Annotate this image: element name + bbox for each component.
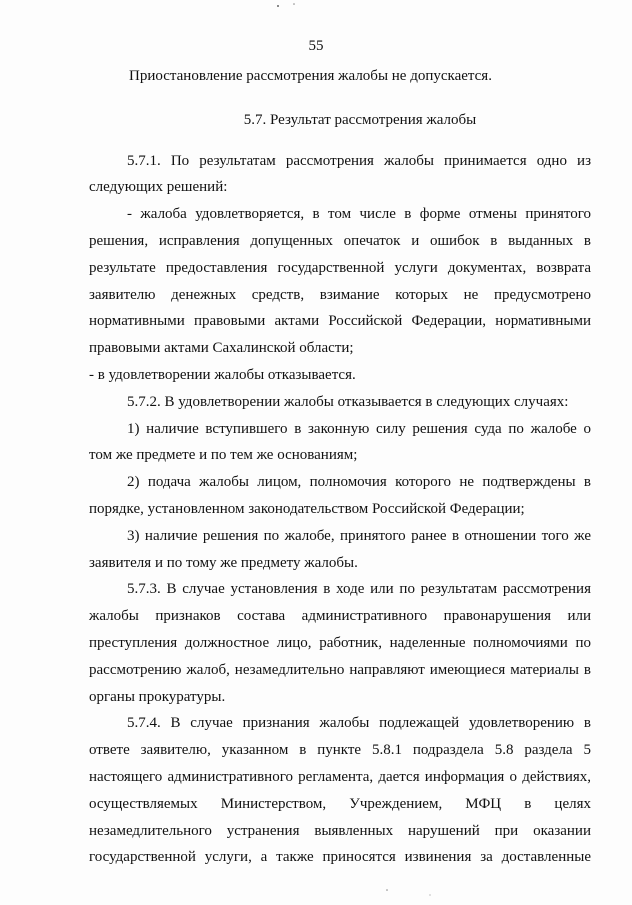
paragraph-line: органы прокуратуры.: [89, 688, 226, 705]
paragraph-line: государственной услуги, а также приносятся извинения за доставленные: [89, 849, 591, 866]
paragraph-line: 5.7.1. По результатам рассмотрения жалобы принимается одно из: [127, 152, 591, 169]
paragraph-line: 5.7.3. В случае установления в ходе или по результатам рассмотрения: [127, 581, 591, 598]
document-body: [89, 63, 591, 871]
paragraph-line: 5.7.2. В удовлетворении жалобы отказывается в следующих случаях:: [127, 393, 569, 410]
paragraph-line: преступления должностное лицо, работник, наделенные полномочиями по: [89, 634, 591, 651]
paragraph-line: 3) наличие решения по жалобе, принятого ранее в отношении того же: [127, 527, 591, 544]
paragraph-line: результате предоставления государственной услуги документах, возврата: [89, 259, 591, 276]
paragraph-line: решения, исправления допущенных опечаток и ошибок в выданных в: [89, 232, 591, 249]
paragraph-line: - жалоба удовлетворяется, в том числе в форме отмены принятого: [127, 206, 591, 223]
paragraph-line: настоящего административного регламента, дается информация о действиях,: [89, 768, 591, 785]
paragraph-line: незамедлительного устранения выявленных нарушений при оказании: [89, 822, 591, 839]
paragraph-line: следующих решений:: [89, 179, 228, 196]
paragraph-line: жалобы признаков состава административного правонарушения или: [89, 608, 591, 625]
paragraph-line: - в удовлетворении жалобы отказывается.: [89, 366, 356, 383]
paragraph-line: ответе заявителю, указанном в пункте 5.8.1 подраздела 5.8 раздела 5: [89, 742, 591, 759]
paragraph-lines: [89, 148, 591, 872]
paragraph-line: 5.7.4. В случае признания жалобы подлежащей удовлетворению в: [127, 715, 591, 732]
page-number: 55: [308, 38, 324, 54]
paragraph-line: 2) подача жалобы лицом, полномочия которого не подтверждены в: [127, 474, 591, 491]
paragraph-line: заявителю денежных средств, взимание которых не предусмотрено: [89, 286, 591, 303]
paragraph-line: Приостановление рассмотрения жалобы не допускается.: [129, 68, 492, 84]
paragraph-line: 1) наличие вступившего в законную силу решения суда по жалобе о: [127, 420, 591, 437]
paragraph-line: правовыми актами Сахалинской области;: [89, 340, 354, 357]
paragraph-line: осуществляемых Министерством, Учреждением, МФЦ в целях: [89, 795, 591, 812]
paragraph-line: том же предмете и по тем же основаниям;: [89, 447, 358, 464]
paragraph-line: рассмотрению жалоб, незамедлительно направляют имеющиеся материалы в: [89, 661, 591, 678]
paragraph-line: порядке, установленном законодательством Российской Федерации;: [89, 500, 525, 517]
paragraph-line: заявителя и по тому же предмету жалобы.: [89, 554, 358, 571]
paragraph-line: нормативными правовыми актами Российской Федерации, нормативными: [89, 313, 591, 330]
section-heading: 5.7. Результат рассмотрения жалобы: [243, 111, 477, 128]
